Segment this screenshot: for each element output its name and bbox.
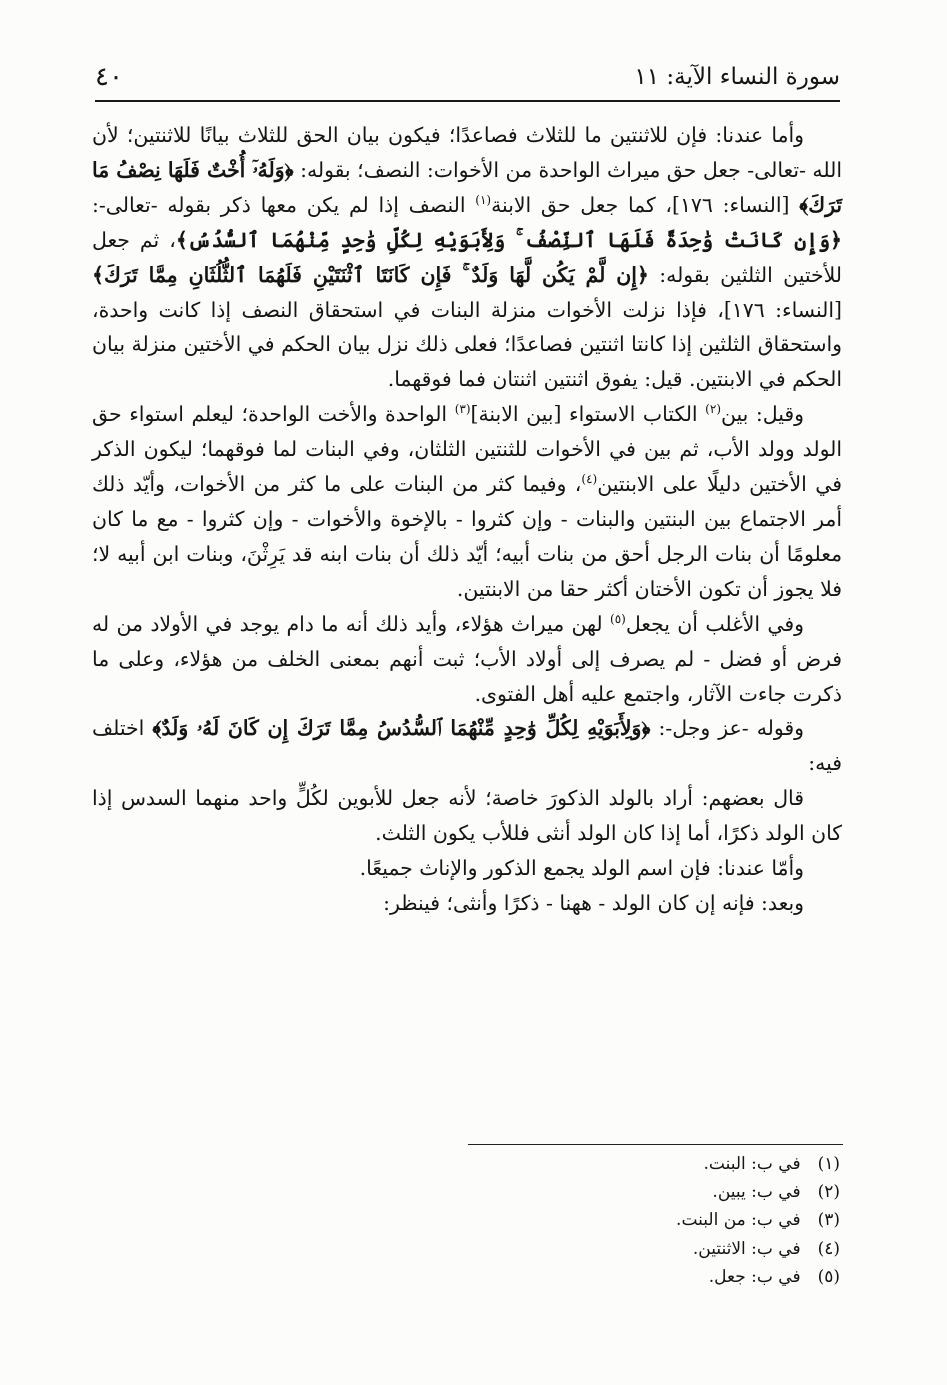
- text-run: الواحدة والأخت الواحدة؛ ليعلم استواء حق الولد وولد الأب، ثم بين في الأخوات للثنتين الثلثان، وفي البنات لما فوقهما؛ ليكون الذكر في الأختين دليلًا على الابنتين: [92, 402, 843, 497]
- footnote-text: في ب: جعل.: [708, 1266, 801, 1287]
- footnote-ref-3: (٣): [454, 402, 471, 417]
- footnote-number: (١): [817, 1154, 840, 1174]
- footnote-text: في ب: من البنت.: [676, 1210, 801, 1231]
- paragraph-5: قال بعضهم: أراد بالولد الذكورَ خاصة؛ لأنه جعل للأبوين لكُلٍّ واحد منهما السدس إذا كان الولد ذكرًا، أما إذا كان الولد أنثى فللأب يكون الثلث.: [92, 786, 842, 846]
- footnote-text: في ب: الاثنتين.: [692, 1238, 801, 1259]
- paragraph-4: [92, 711, 842, 781]
- text-run: وفي الأغلب أن يجعل: [625, 611, 804, 636]
- footnote-number: (٥): [817, 1266, 840, 1287]
- text-run: اختلف فيه:: [92, 716, 842, 776]
- header-rule: [95, 100, 840, 102]
- text-run: [النساء: ١٧٦]، فإذا نزلت الأخوات منزلة البنات في استحقاق النصف إذا كانت واحدة، واستحقاق الثلثين إذا كانتا اثنتين فصاعدًا؛ فعلى ذلك نزل بيان الحكم في الأختين منزلة بيان الحكم في الابنتين. قيل: يفوق اثنتين اثنتان فما فوقهما.: [92, 297, 842, 392]
- footnote-ref-2: (٢): [705, 402, 721, 417]
- footnote-ref-1: (١): [475, 193, 492, 208]
- text-run: الكتاب الاستواء [بين الابنة]: [470, 402, 706, 427]
- paragraph-3: [92, 607, 842, 712]
- footnote-4: [460, 1235, 840, 1263]
- quran-verse: ﴿وَلَهُۥٓ أُخْتٌ فَلَهَا نِصْفُ مَا تَرَكَ﴾: [92, 157, 842, 217]
- page-number: ٤٠: [95, 62, 123, 92]
- footnote-ref-4: (٤): [581, 472, 598, 487]
- footnote-text: في ب: يبين.: [712, 1182, 801, 1203]
- footnote-number: (٣): [817, 1210, 840, 1231]
- footnote-number: (٤): [817, 1238, 840, 1259]
- footnote-ref-5: (٥): [610, 611, 626, 626]
- footnotes: [460, 1150, 840, 1291]
- text-run: [النساء: ١٧٦]، كما جعل حق الابنة: [491, 192, 800, 217]
- paragraph-1: [92, 118, 842, 397]
- text-run: النصف إذا لم يكن معها ذكر بقوله -تعالى-:: [92, 192, 476, 217]
- footnote-1: [460, 1150, 840, 1178]
- footnote-3: [460, 1206, 840, 1234]
- text-run: وقيل: بين: [721, 402, 804, 427]
- footnote-number: (٢): [817, 1182, 840, 1203]
- paragraph-2: [92, 397, 842, 606]
- text-run: لهن ميراث هؤلاء، وأيد ذلك أنه ما دام يوجد في الأولاد من له فرض أو فضل - لم يصرف إلى أولاد الأب؛ ثبت أنهم بمعنى الخلف من هؤلاء، وعلى ما ذكرت جاءت الآثار، واجتمع عليه أهل الفتوى.: [92, 611, 842, 706]
- quran-verse: ﴿إِن لَّمْ يَكُن لَّهَا وَلَدٌ ۚ فَإِن كَانَتَا ٱثْنَتَيْنِ فَلَهُمَا ٱلثُّلُثَانِ مِمَّا تَرَكَ﴾: [92, 262, 649, 287]
- text-run: وأما عندنا: فإن للاثنتين ما للثلاث فصاعدًا؛ فيكون بيان الحق للثلاث بيانًا للاثنتين؛ لأن الله -تعالى- جعل حق ميراث الواحدة من الأخوات: النصف؛ بقوله:: [92, 123, 842, 182]
- footnote-text: في ب: البنت.: [703, 1154, 801, 1174]
- page-header: [95, 58, 840, 102]
- footnote-5: [460, 1263, 840, 1291]
- paragraph-7: وبعد: فإنه إن كان الولد - ههنا - ذكرًا وأنثى؛ فينظر:: [383, 890, 804, 915]
- footnote-2: [460, 1178, 840, 1206]
- text-run: وقوله -عز وجل-:: [650, 716, 804, 741]
- running-title: سورة النساء الآية: ١١: [634, 64, 840, 90]
- footnote-rule: [468, 1144, 843, 1145]
- text-run: ، ثم جعل للأختين الثلثين بقوله:: [92, 227, 842, 287]
- text-run: ، وفيما كثر من البنات على ما كثر من الأخوات، وأيّد ذلك أمر الاجتماع بين البنتين والبنات - وإن كثروا - بالإخوة والأخوات - وإن كثروا - مع ما كان معلومًا أن بنات الرجل أحق من بنات أبيه؛ أيّد ذلك أن بنات ابنه قد يَرِثْنَ، وبنات ابن أبيه لا؛ فلا يجوز أن تكون الأختان أكثر حقا من الابنتين.: [92, 472, 842, 601]
- paragraph-6: وأمّا عندنا: فإن اسم الولد يجمع الذكور والإناث جميعًا.: [359, 856, 804, 881]
- quran-verse: ﴿وَلِأَبَوَيْهِ لِكُلِّ وَٰحِدٍ مِّنْهُمَا ٱلسُّدُسُ مِمَّا تَرَكَ إِن كَانَ لَهُۥ وَلَدٌ﴾: [152, 716, 651, 741]
- main-text: [92, 118, 842, 921]
- quran-verse: ﴿وَإِن كَانَتْ وَٰحِدَةً فَلَهَا ٱلنِّصْفُ ۚ وَلِأَبَوَيْهِ لِكُلِّ وَٰحِدٍ مِّنْهُمَا ٱلسُّدُسُ﴾: [175, 227, 842, 252]
